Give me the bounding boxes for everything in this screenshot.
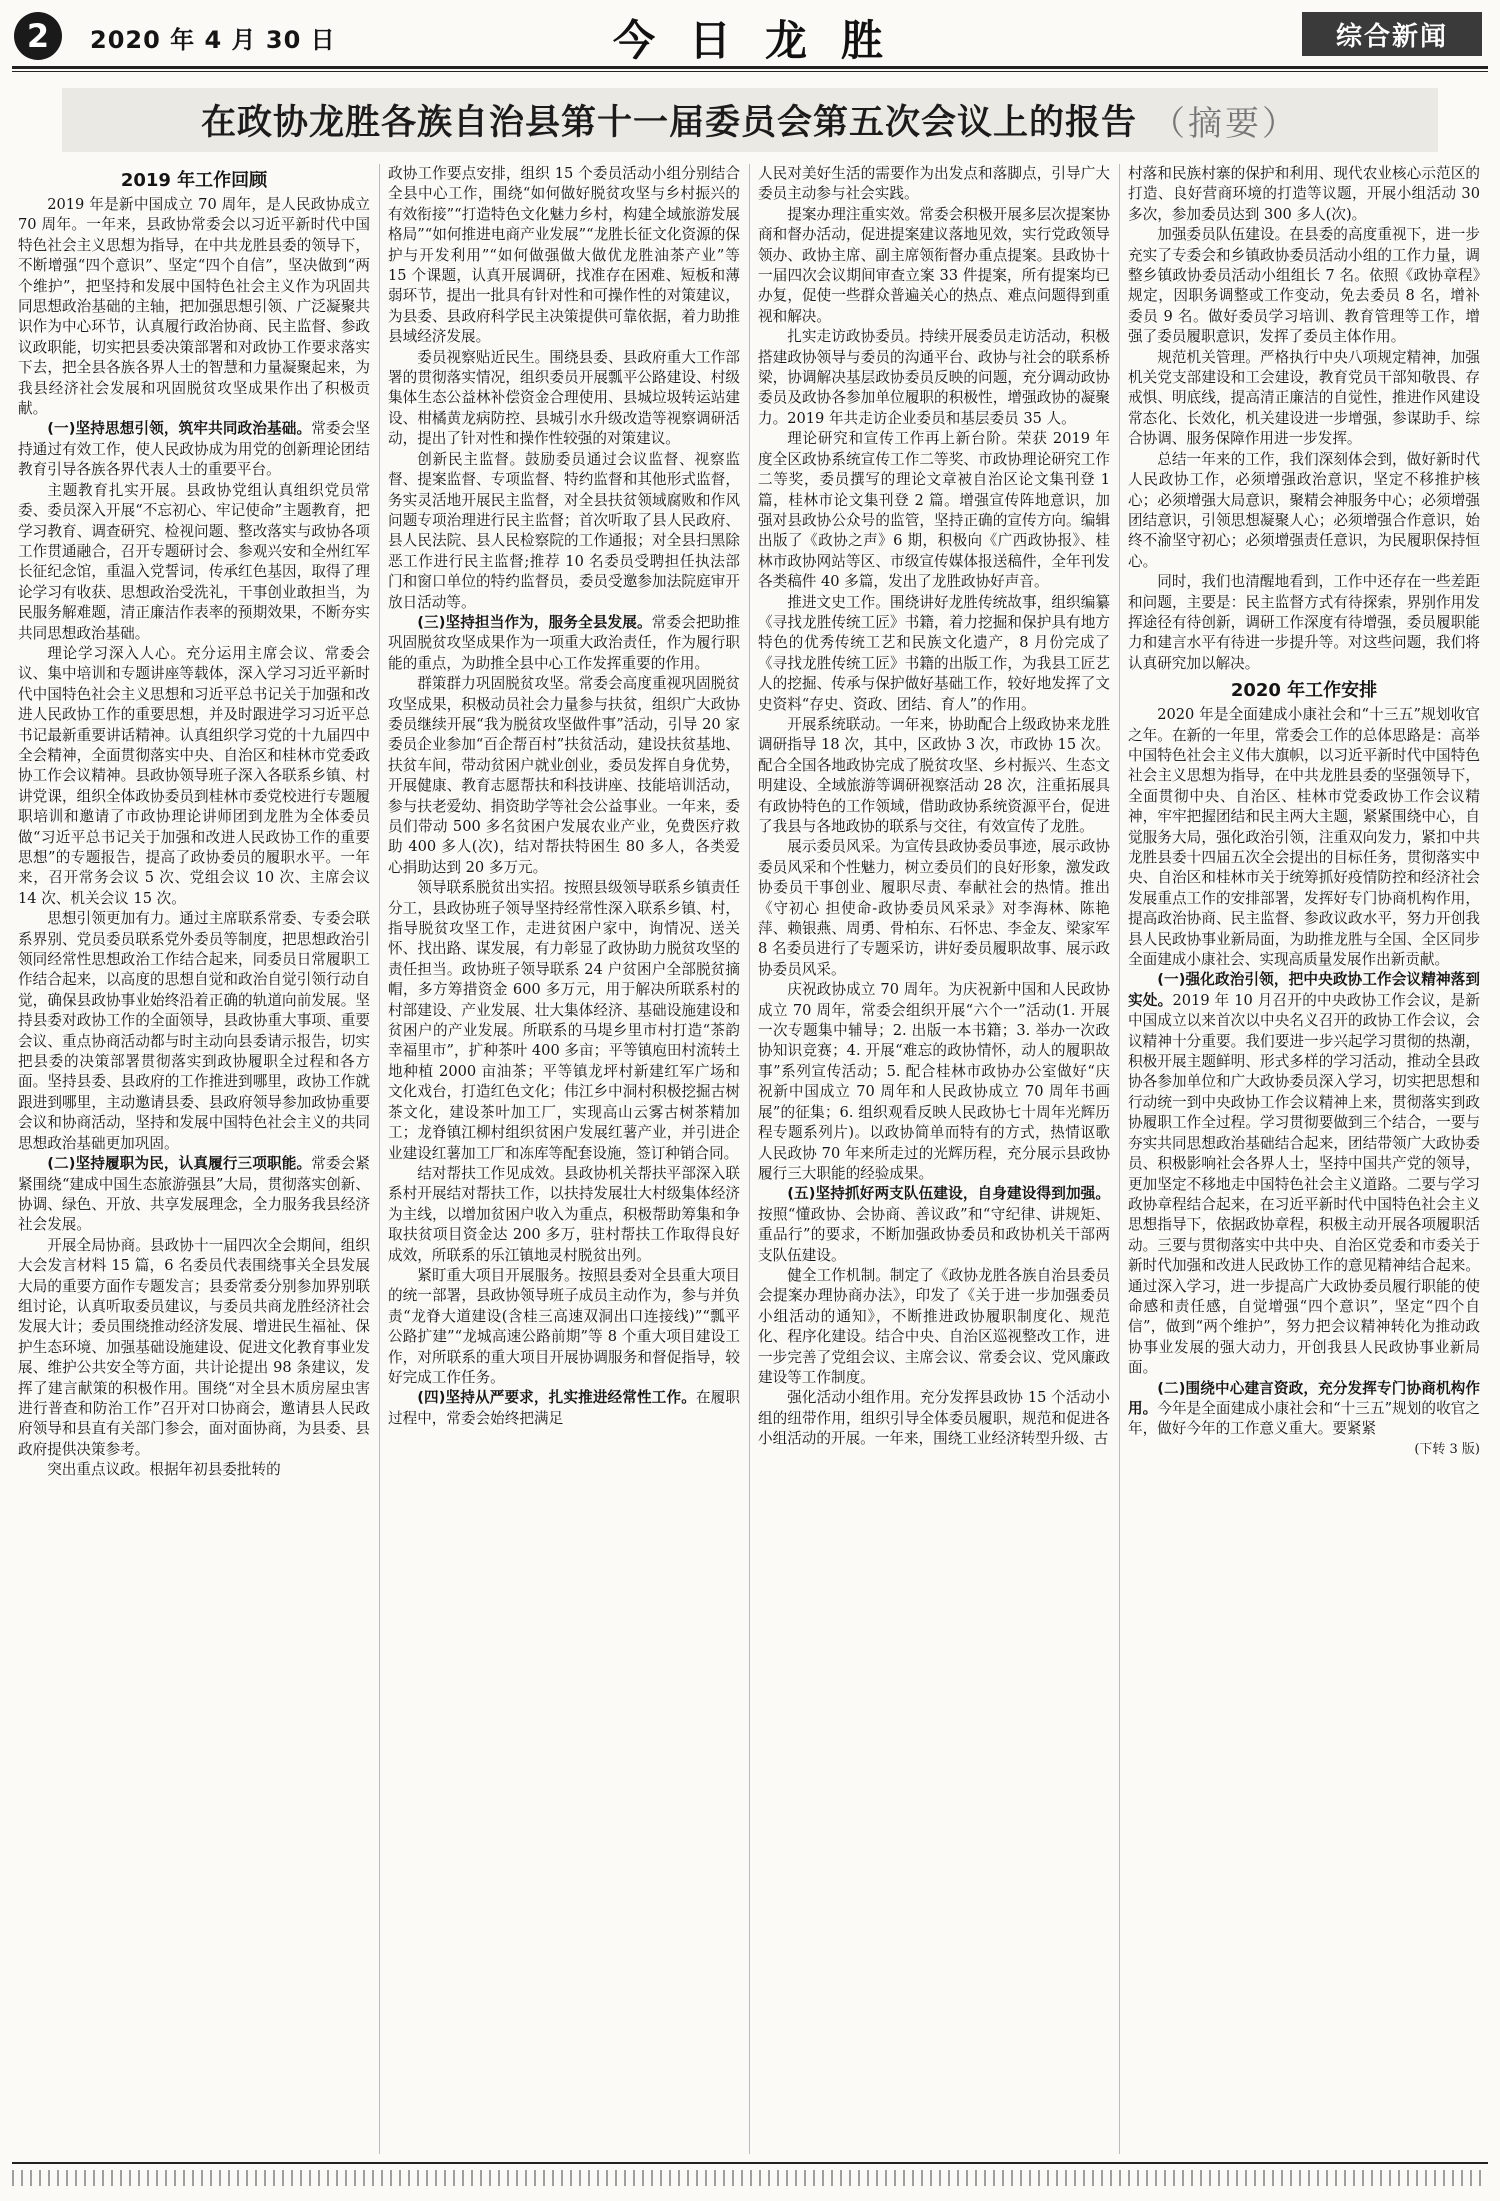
- footer-rule: [12, 2162, 1488, 2164]
- paragraph-text: 常委会坚持通过有效工作，使人民政协成为用党的创新理论团结教育引导各族各界代表人士的重要平台。: [18, 420, 370, 479]
- paragraph: 理论研究和宣传工作再上新台阶。荣获 2019 年度全区政协系统宣传工作二等奖、市政协理论研究工作二等奖，委员撰写的理论文章被自治区论文集刊登 1 篇，桂林市论文集刊登 2 篇。增强宣传阵地意识，加强对县政协公众号的监管，坚持正确的宣传方向。编辑出版了《政协之声》6 期，积极向《广西政协报》、桂林市政协网站等区、市级宣传媒体报送稿件，全年刊发各类稿件 40 多篇，发出了龙胜政协好声音。: [758, 430, 1110, 591]
- subsection-heading: (一)坚持思想引领，筑牢共同政治基础。: [47, 420, 312, 438]
- masthead-rule-thin: [12, 71, 1488, 72]
- paragraph: 加强委员队伍建设。在县委的高度重视下，进一步充实了专委会和乡镇政协委员活动小组的工作力量，调整乡镇政协委员活动小组组长 7 名。依照《政协章程》规定，因职务调整或工作变动，免去委员 8 名，增补委员 9 名。做好委员学习培训、教育管理等工作，增强了委员履职意识，发挥了委员主体作用。: [1128, 226, 1480, 346]
- subsection-paragraph: [758, 1184, 1110, 1266]
- paragraph: 扎实走访政协委员。持续开展委员走访活动，积极搭建政协领导与委员的沟通平台、政协与社会的联系桥梁，协调解决基层政协委员反映的问题，充分调动政协委员及政协各参加单位履职的积极性，增强政协的凝聚力。2019 年共走访企业委员和基层委员 35 人。: [758, 328, 1110, 427]
- paragraph: 人民对美好生活的需要作为出发点和落脚点，引导广大委员主动参与社会实践。: [758, 165, 1110, 203]
- subsection-heading: (三)坚持担当作为，服务全县发展。: [417, 613, 652, 631]
- subsection-paragraph: [1128, 1379, 1480, 1440]
- paragraph: 政协工作要点安排，组织 15 个委员活动小组分别结合全县中心工作，围绕“如何做好脱贫攻坚与乡村振兴的有效衔接”“打造特色文化魅力乡村，构建全域旅游发展格局”“如何推进电商产业发展”“龙胜长征文化资源的保护与开发利用”“如何做强做大做优龙胜油茶产业”等 15 个课题，认真开展调研，找准存在困难、短板和薄弱环节，提出一批具有针对性和可操作性的对策建议，为县委、县政府科学民主决策提供可靠依据，着力助推县域经济发展。: [388, 165, 740, 346]
- page-number-badge: 2: [14, 12, 62, 60]
- article-column-1: [18, 164, 370, 2154]
- column-divider: [749, 164, 750, 2154]
- paragraph: 推进文史工作。围绕讲好龙胜传统故事，组织编纂《寻找龙胜传统工匠》书籍，着力挖掘和保护具有地方特色的优秀传统工艺和民族文化遗产，8 月份完成了《寻找龙胜传统工匠》书籍的出版工作，为我县工匠艺人的挖掘、传承与保护做好基础工作，较好地发挥了文史资料“存史、资政、团结、育人”的作用。: [758, 593, 1110, 713]
- subsection-paragraph: [1128, 970, 1480, 1378]
- paragraph: 开展全局协商。县政协十一届四次全会期间，组织大会发言材料 15 篇，6 名委员代表围绕事关全县发展大局的重要方面作专题发言；县委常委分别参加界别联组讨论，认真听取委员建议，与委员共商龙胜经济社会发展大计；委员围绕推动经济发展、增进民生福祉、保护生态环境、加强基础设施建设、促进文化教育事业发展、维护公共安全等方面，共计论提出 98 条建议，发挥了建言献策的积极作用。围绕“对全县木质房屋虫害进行普查和防治工作”召开对口协商会，邀请县人民政府领导和县直有关部门参会，面对面协商，为县委、县政府提供决策参考。: [18, 1236, 370, 1458]
- continued-note: (下转 3 版): [1414, 1441, 1480, 1457]
- article-column-3: [758, 164, 1110, 2154]
- paragraph: 领导联系脱贫出实招。按照县级领导联系乡镇责任分工，县政协班子领导坚持经常性深入联系乡镇、村，指导脱贫攻坚工作，走进贫困户家中，询情况、送关怀、找出路、谋发展，有力彰显了政协助力脱贫攻坚的责任担当。政协班子领导联系 24 户贫困户全部脱贫摘帽，多方筹措资金 600 多万元，用于解决所联系村的村部建设、产业发展、壮大集体经济、基础设施建设和贫困户的产业发展。所联系的马堤乡里市村打造“茶韵幸福里市”，扩种茶叶 400 多亩；平等镇庖田村流转土地种植 2000 亩油茶；平等镇龙坪村新建红军广场和文化戏台，打造红色文化；伟江乡中洞村积极挖掘古树茶文化，建设茶叶加工厂，实现高山云雾古树茶精加工；龙脊镇江柳村组织贫困户发展红薯产业，并引进企业建设红薯加工厂和冻库等配套设施，签订种销合同。: [388, 879, 740, 1162]
- subsection-heading: (五)坚持抓好两支队伍建设，自身建设得到加强。: [787, 1185, 1110, 1203]
- paragraph-text: 今年是全面建成小康社会和“十三五”规划的收官之年，做好今年的工作意义重大。要紧紧: [1128, 1399, 1480, 1438]
- paragraph: 2019 年是新中国成立 70 周年，是人民政协成立 70 周年。一年来，县政协常委会以习近平新时代中国特色社会主义思想为指导，在中共龙胜县委的领导下，不断增强“四个意识”、坚定“四个自信”，坚决做到“两个维护”，把坚持和发展中国特色社会主义作为巩固共同思想政治基础的主轴，把加强思想引领、广泛凝聚共识作为中心环节，认真履行政治协商、民主监督、参政议政职能，切实把县委决策部署和对政协工作要求落实下去，把全县各族各界人士的智慧和力量凝聚起来，为我县经济社会发展和巩固脱贫攻坚成果作出了积极贡献。: [18, 196, 370, 418]
- paragraph: 提案办理注重实效。常委会积极开展多层次提案协商和督办活动，促进提案建议落地见效，实行党政领导领办、政协主席、副主席领衔督办重点提案。县政协十一届四次会议期间审查立案 33 件提案，所有提案均已办复，促使一些群众普遍关心的热点、难点问题得到重视和解决。: [758, 205, 1110, 325]
- paragraph: 同时，我们也清醒地看到，工作中还存在一些差距和问题，主要是：民主监督方式有待探索，界别作用发挥途径有待创新，调研工作深度有待增强，委员履职能力和建言水平有待进一步提升等。对这些问题，我们将认真研究加以解决。: [1128, 573, 1480, 672]
- paragraph: 突出重点议政。根据年初县委批转的: [47, 1461, 281, 1479]
- paragraph: 委员视察贴近民生。围绕县委、县政府重大工作部署的贯彻落实情况，组织委员开展瓢平公路建设、村级集体生态公益林补偿资金合理使用、县城垃圾转运站建设、柑橘黄龙病防控、县城引水升级改造等视察调研活动，提出了针对性和操作性较强的对策建议。: [388, 348, 740, 448]
- newspaper-name: 今日龙胜: [612, 16, 917, 65]
- article-body: [18, 164, 1482, 2154]
- paragraph: 规范机关管理。严格执行中央八项规定精神，加强机关党支部建设和工会建设，教育党员干部知敬畏、存戒惧、明底线，提高清正廉洁的自觉性，推进作风建设常态化、长效化，机关建设进一步增强，参谋助手、综合协调、服务保障作用进一步发挥。: [1128, 348, 1480, 448]
- subsection-heading: (四)坚持从严要求，扎实推进经常性工作。: [417, 1389, 696, 1407]
- subsection-heading: (一)强化政治引领，把中央政协工作会议精神落到实处。: [1128, 971, 1480, 1009]
- paragraph-text: 常委会紧紧围绕“建成中国生态旅游强县”大局，贯彻落实创新、协调、绿色、开放、共享发展理念，全力服务我县经济社会发展。: [18, 1155, 370, 1234]
- paragraph: 展示委员风采。为宣传县政协委员事迹，展示政协委员风采和个性魅力，树立委员们的良好形象，激发政协委员干事创业、履职尽责、奉献社会的热情。推出《守初心 担使命-政协委员风采录》对李海林、陈艳萍、赖银燕、周勇、骨柏东、石怀忠、李金友、梁家军 8 名委员进行了专题采访，讲好委员履职故事、展示政协委员风采。: [758, 838, 1110, 978]
- column-divider: [1119, 164, 1120, 2154]
- subsection-paragraph: [388, 613, 740, 674]
- article-column-4: [1128, 164, 1480, 2154]
- article-headline: [62, 88, 1438, 152]
- masthead: [0, 0, 1500, 78]
- subsection-paragraph: [388, 1388, 740, 1429]
- article-column-2: [388, 164, 740, 2154]
- paragraph-text: 常委会把助推巩固脱贫攻坚成果作为一项重大政治责任，作为履行职能的重点，为助推全县中心工作发挥重要的作用。: [388, 613, 740, 672]
- subsection-paragraph: [18, 1154, 370, 1236]
- paragraph-text: 按照“懂政协、会协商、善议政”和“守纪律、讲规矩、重品行”的要求，不断加强政协委员和政协机关干部两支队伍建设。: [758, 1205, 1110, 1264]
- paragraph: 群策群力巩固脱贫攻坚。常委会高度重视巩固脱贫攻坚成果，积极动员社会力量参与扶贫，组织广大政协委员继续开展“我为脱贫攻坚做件事”活动，引导 20 家委员企业参加“百企帮百村”扶贫活动，建设扶贫基地、扶贫车间，带动贫困户就业创业，委员发挥自身优势，开展健康、教育志愿帮扶和科技讲座、技能培训活动，参与扶老爱幼、捐资助学等社会公益事业。一年来，委员们带动 500 多名贫困户发展农业产业，免费医疗救助 400 多人(次)，结对帮扶特困生 80 多人，各类爱心捐助达到 20 多万元。: [388, 675, 740, 876]
- subsection-heading: (二)围绕中心建言资政，充分发挥专门协商机构作用。: [1128, 1379, 1480, 1417]
- section-tag: 综合新闻: [1302, 12, 1482, 56]
- column-divider: [379, 164, 380, 2154]
- paragraph: 2020 年是全面建成小康社会和“十三五”规划收官之年。在新的一年里，常委会工作的总体思路是：高举中国特色社会主义伟大旗帜，以习近平新时代中国特色社会主义思想为指导，在中共龙胜县委的坚强领导下，全面贯彻中央、自治区、桂林市党委政协工作会议精神，牢牢把握团结和民主两大主题，紧紧围绕中心，自觉服务大局，强化政治引领，注重双向发力，紧扣中共龙胜县委十四届五次全会提出的目标任务，贯彻落实中央、自治区和桂林市关于统筹抓好疫情防控和经济社会发展重点工作的安排部署，发挥好专门协商机构作用，提高政治协商、民主监督、参政议政水平，努力开创我县人民政协事业新局面，为助推龙胜与全国、全区同步全面建成小康社会、实现高质量发展作出新贡献。: [1128, 706, 1480, 969]
- headline-subtitle: （摘要）: [1151, 103, 1299, 144]
- paragraph: 庆祝政协成立 70 周年。为庆祝新中国和人民政协成立 70 周年，常委会组织开展“六个一”活动(1. 开展一次专题集中辅导；2. 出版一本书籍；3. 举办一次政协知识竞赛；4. 开展“难忘的政协情怀，动人的履职故事”系列宣传活动；5. 配合桂林市政协办公室做好“庆祝新中国成立 70 周年和人民政协成立 70 周年书画展”的征集；6. 组织观看反映人民政协七十周年光辉历程专题系列片)。以政协简单而特有的方式，热情讴歌人民政协 70 年来所走过的光辉历程，充分展示县政协履行三大职能的经验成果。: [758, 981, 1110, 1182]
- paragraph: 强化活动小组作用。充分发挥县政协 15 个活动小组的纽带作用，组织引导全体委员履职，规范和促进各小组活动的开展。一年来，围绕工业经济转型升级、古: [758, 1389, 1110, 1448]
- headline-title: 在政协龙胜各族自治县第十一届委员会第五次会议上的报告: [200, 103, 1137, 143]
- paragraph: 开展系统联动。一年来，协助配合上级政协来龙胜调研指导 18 次，其中，区政协 3 次，市政协 15 次。配合全国各地政协完成了脱贫攻坚、乡村振兴、生态文明建设、全域旅游等调研视察活动 28 次，注重拓展具有政协特色的工作领域，借助政协系统资源平台，促进了我县与各地政协的联系与交往，有效宣传了龙胜。: [758, 715, 1110, 835]
- paragraph: 创新民主监督。鼓励委员通过会议监督、视察监督、提案监督、专项监督、特约监督和其他形式监督，务实灵活地开展民主监督，对全县扶贫领域腐败和作风问题专项治理进行民主监督；首次听取了县人民政府、县人民法院、县人民检察院的工作通报；对全县扫黑除恶工作进行民主监督;推荐 10 名委员受聘担任执法部门和窗口单位的特约监督员，委员受邀参加法院庭审开放日活动等。: [388, 450, 740, 611]
- masthead-rule: [12, 66, 1488, 69]
- paragraph-text: 2019 年 10 月召开的中央政协工作会议，是新中国成立以来首次以中央名义召开的政协工作会议，会议精神十分重要。我们要进一步兴起学习贯彻的热潮，积极开展主题鲜明、形式多样的学习活动，推动全县政协各参加单位和广大政协委员深入学习，切实把思想和行动统一到中央政协工作会议精神上来，贯彻落实到政协履职工作全过程。学习贯彻要做到三个结合，一要与夯实共同思想政治基础结合起来，团结带领广大政协委员、积极影响社会各界人士，坚持中国共产党的领导，更加坚定不移地走中国特色社会主义道路。二要与学习政协章程结合起来，在习近平新时代中国特色社会主义思想指导下，依据政协章程，积极主动开展各项履职活动。三要与贯彻落实中共中央、自治区党委和市委关于新时代加强和改进人民政协工作的意见精神结合起来。通过深入学习，进一步提高广大政协委员履行职能的使命感和责任感，自觉增强“四个意识”，坚定“四个自信”，做到“两个维护”，努力把会议精神转化为推动政协事业发展的强大动力，开创我县人民政协事业新局面。: [1128, 991, 1480, 1377]
- issue-date: 2020 年 4 月 30 日: [90, 26, 336, 54]
- paragraph: 理论学习深入人心。充分运用主席会议、常委会议、集中培训和专题讲座等载体，深入学习习近平新时代中国特色社会主义思想和习近平总书记关于加强和改进人民政协工作的重要思想，并及时跟进学习习近平总书记最新重要讲话精神。认真组织学习党的十九届四中全会精神，全面贯彻落实中央、自治区和桂林市党委政协工作会议精神。县政协领导班子深入各联系乡镇、村讲党课，组织全体政协委员到桂林市委党校进行专题履职培训和邀请了市政协理论讲师团到龙胜为全体委员做“习近平总书记关于加强和改进人民政协工作的重要思想”的专题报告，提高了政协委员的履职水平。一年来，召开常务会议 5 次、党组会议 10 次、主席会议 14 次、机关会议 15 次。: [18, 644, 370, 907]
- paragraph: 紧盯重大项目开展服务。按照县委对全县重大项目的统一部署，县政协领导班子成员主动作为，参与并负责“龙脊大道建设(含桂三高速双洞出口连接线)”“瓢平公路扩建”“龙城高速公路前期”等 8 个重大项目建设工作，对所联系的重大项目开展协调服务和督促指导，较好完成工作任务。: [388, 1266, 740, 1386]
- section-heading: 2019 年工作回顾: [120, 170, 268, 191]
- subsection-paragraph: [18, 419, 370, 480]
- paragraph: 总结一年来的工作，我们深刻体会到，做好新时代人民政协工作，必须增强政治意识，坚定不移推护核心；必须增强大局意识，聚精会神服务中心；必须增强团结意识，引领思想凝聚人心；必须增强合作意识，始终不渝坚守初心；必须增强责任意识，为民履职保持恒心。: [1128, 450, 1480, 570]
- section-heading: 2020 年工作安排: [1230, 680, 1378, 702]
- footer-ornament: [12, 2170, 1488, 2186]
- paragraph: 思想引领更加有力。通过主席联系常委、专委会联系界别、党员委员联系党外委员等制度，把思想政治引领同经常性思想政治工作结合起来，同委员日常履职工作结合起来，以高度的思想自觉和政治自觉引领行动自觉，确保县政协事业始终沿着正确的轨道向前发展。坚持县委对政协工作的全面领导，县政协重大事项、重要会议、重点协商活动都与时主动向县委请示报告，切实把县委的决策部署贯彻落实到政协履职全过程和各方面。坚持县委、县政府的工作推进到哪里，政协工作就跟进到哪里，主动邀请县委、县政府领导参加政协重要会议和协商活动，坚持和发展中国特色社会主义的共同思想政治基础更加巩固。: [18, 910, 370, 1152]
- paragraph: 主题教育扎实开展。县政协党组认真组织党员常委、委员深入开展“不忘初心、牢记使命”主题教育，把学习教育、调查研究、检视问题、整改落实与政协各项工作贯通融合，召开专题研讨会、参观兴安和全州红军长征纪念馆，重温入党誓词，传承红色基因，取得了理论学习有收获、思想政治受洗礼，干事创业敢担当，为民服务解难题，清正廉洁作表率的预期效果，不断夯实共同思想政治基础。: [18, 481, 370, 642]
- paragraph: 健全工作机制。制定了《政协龙胜各族自治县委员会提案办理协商办法》，印发了《关于进一步加强委员小组活动的通知》，不断推进政协履职制度化、规范化、程序化建设。结合中央、自治区巡视整改工作，进一步完善了党组会议、主席会议、常委会议、党风廉政建设等工作制度。: [758, 1266, 1110, 1386]
- subsection-heading: (二)坚持履职为民，认真履行三项职能。: [47, 1155, 312, 1173]
- paragraph-text: 在履职过程中，常委会始终把满足: [388, 1389, 740, 1427]
- paragraph: 结对帮扶工作见成效。县政协机关帮扶平部深入联系村开展结对帮扶工作，以扶持发展壮大村级集体经济为主线，以增加贫困户收入为重点，积极帮助筹集和争取扶贫项目资金达 200 多万，驻村帮扶工作取得良好成效，所联系的乐江镇地灵村脱贫出列。: [388, 1164, 740, 1264]
- paragraph: 村落和民族村寨的保护和利用、现代农业核心示范区的打造、良好营商环境的打造等议题，开展小组活动 30 多次，参加委员达到 300 多人(次)。: [1128, 165, 1480, 223]
